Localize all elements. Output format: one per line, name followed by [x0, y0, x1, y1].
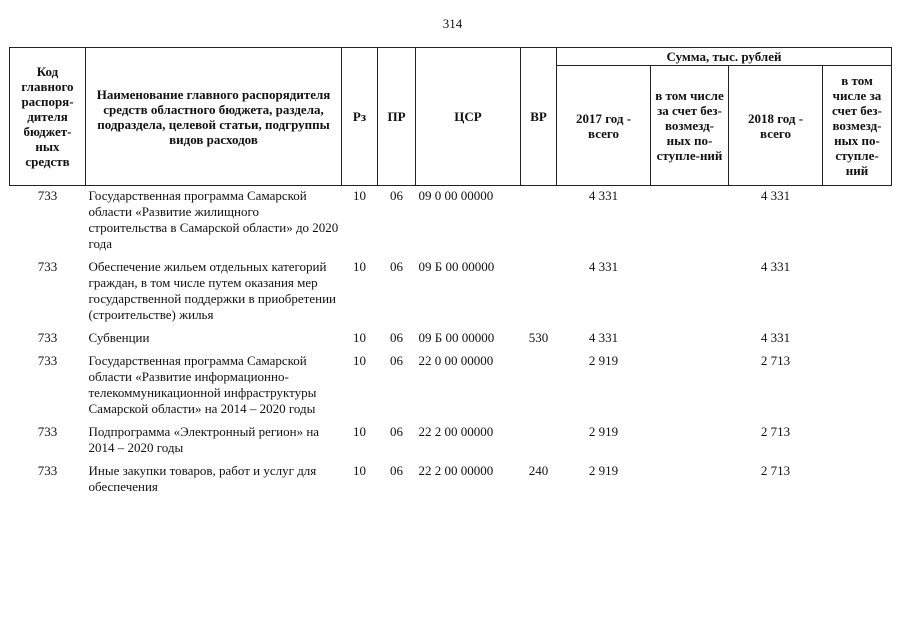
table-row: [10, 461, 892, 500]
table-row: [10, 257, 892, 328]
row-2018-grants: [823, 186, 892, 258]
row-csr: 22 2 00 00000: [418, 424, 494, 439]
row-2017-total: 2 919: [588, 424, 619, 439]
row-name: Обеспечение жильем отдельных категорий граждан, в том числе путем оказания мер государственной поддержки в приобретении (строительстве) жилья: [88, 259, 336, 322]
row-rz: 10: [353, 259, 366, 274]
row-name: Подпрограмма «Электронный регион» на 2014 – 2020 годы: [88, 424, 320, 455]
row-pr: 06: [390, 259, 403, 274]
row-name: Субвенции: [88, 330, 150, 345]
header-rz: Рз: [342, 48, 378, 186]
row-2018-total: 4 331: [760, 188, 791, 203]
row-2018-total: 4 331: [760, 259, 791, 274]
row-2018-total: 2 713: [760, 424, 791, 439]
row-2018-total: 2 713: [760, 353, 791, 368]
header-pr: ПР: [378, 48, 416, 186]
table-row: [10, 328, 892, 351]
row-2017-total: 2 919: [588, 463, 619, 478]
header-name: Наименование главного распорядителя средств областного бюджета, раздела, подраздела, целевой статьи, подгруппы видов расходов: [86, 48, 342, 186]
row-code: 733: [37, 353, 58, 368]
row-csr: 09 0 00 00000: [418, 188, 494, 203]
row-2017-total: 4 331: [588, 188, 619, 203]
budget-table: [9, 47, 892, 500]
row-2017-grants: [651, 351, 729, 422]
row-2018-grants: [823, 461, 892, 500]
header-2017-total: 2017 год - всего: [557, 66, 651, 186]
row-vr: [521, 422, 557, 461]
row-2018-grants: [823, 328, 892, 351]
row-rz: 10: [353, 188, 366, 203]
header-2018-total: 2018 год - всего: [729, 66, 823, 186]
row-csr: 09 Б 00 00000: [418, 330, 495, 345]
row-2017-grants: [651, 257, 729, 328]
row-2017-grants: [651, 461, 729, 500]
row-rz: 10: [353, 424, 366, 439]
table-row: [10, 422, 892, 461]
row-2017-total: 4 331: [588, 259, 619, 274]
row-vr: 530: [528, 330, 549, 345]
header-vr: ВР: [521, 48, 557, 186]
header-2017-grants: в том числе за счет без-возмезд-ных по-ступле-ний: [651, 66, 729, 186]
row-vr: 240: [528, 463, 549, 478]
row-2017-grants: [651, 186, 729, 258]
row-code: 733: [37, 463, 58, 478]
row-2017-grants: [651, 422, 729, 461]
row-csr: 09 Б 00 00000: [418, 259, 495, 274]
row-pr: 06: [390, 463, 403, 478]
row-rz: 10: [353, 330, 366, 345]
row-2017-grants: [651, 328, 729, 351]
row-name: Государственная программа Самарской области «Развитие жилищного строительства в Самарской области» до 2020 года: [88, 188, 339, 251]
row-code: 733: [37, 424, 58, 439]
row-rz: 10: [353, 353, 366, 368]
row-code: 733: [37, 188, 58, 203]
row-pr: 06: [390, 188, 403, 203]
row-2018-grants: [823, 257, 892, 328]
page-number: 314: [442, 16, 463, 31]
row-vr: [521, 186, 557, 258]
row-pr: 06: [390, 330, 403, 345]
table-body: [10, 186, 892, 501]
row-2018-grants: [823, 422, 892, 461]
row-vr: [521, 351, 557, 422]
header-sum: Сумма, тыс. рублей: [557, 48, 892, 66]
row-pr: 06: [390, 353, 403, 368]
row-csr: 22 0 00 00000: [418, 353, 494, 368]
row-2018-total: 2 713: [760, 463, 791, 478]
row-rz: 10: [353, 463, 366, 478]
row-2017-total: 2 919: [588, 353, 619, 368]
row-2017-total: 4 331: [588, 330, 619, 345]
row-pr: 06: [390, 424, 403, 439]
row-2018-grants: [823, 351, 892, 422]
row-vr: [521, 257, 557, 328]
row-name: Государственная программа Самарской области «Развитие информационно-телекоммуникационной инфраструктуры Самарской области» на 2014 – 2020 годы: [88, 353, 317, 416]
header-csr: ЦСР: [416, 48, 521, 186]
header-code: Код главного распоря-дителя бюджет-ных средств: [10, 48, 86, 186]
row-code: 733: [37, 330, 58, 345]
row-csr: 22 2 00 00000: [418, 463, 494, 478]
row-name: Иные закупки товаров, работ и услуг для обеспечения: [88, 463, 317, 494]
row-code: 733: [37, 259, 58, 274]
header-2018-grants: в том числе за счет без-возмезд-ных по-ступле-ний: [823, 66, 892, 186]
row-2018-total: 4 331: [760, 330, 791, 345]
table-row: [10, 351, 892, 422]
table-row: [10, 186, 892, 258]
